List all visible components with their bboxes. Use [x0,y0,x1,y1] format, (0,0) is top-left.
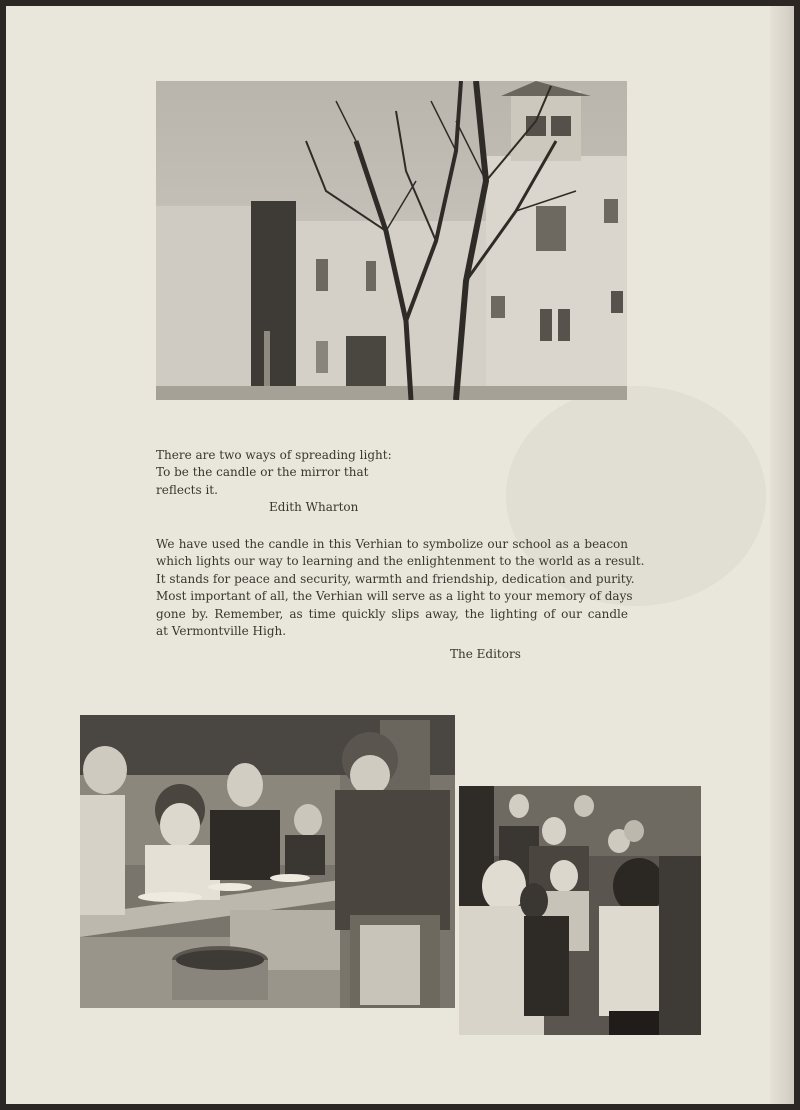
lunch-line-photo [80,715,455,1008]
quote-author: Edith Wharton [269,500,359,514]
quote-line: reflects it. [156,482,218,497]
page-edge-shadow [770,6,794,1104]
quote-line: There are two ways of spreading light: [156,448,392,462]
paragraph-line: gone by. Remember, as time quickly slips away, the lighting of our candle [156,606,628,621]
paragraph-line: It stands for peace and security, warmth and friendship, dedication and purity. [156,571,635,586]
paragraph-line: Most important of all, the Verhian will serve as a light to your memory of days [156,589,633,604]
yearbook-page [6,6,794,1104]
paragraph-line: which lights our way to learning and the enlightenment to the world as a result. [156,554,645,569]
students-lunchroom-photo [459,786,701,1035]
paragraph-line: at Vermontville High. [156,624,287,639]
quote-line: To be the candle or the mirror that [156,465,369,480]
editors-signature: The Editors [450,647,521,661]
school-building-photo [156,81,627,400]
quote-block [156,447,456,499]
editors-paragraph [156,536,645,640]
paragraph-line: We have used the candle in this Verhian to symbolize our school as a beacon [156,537,628,551]
